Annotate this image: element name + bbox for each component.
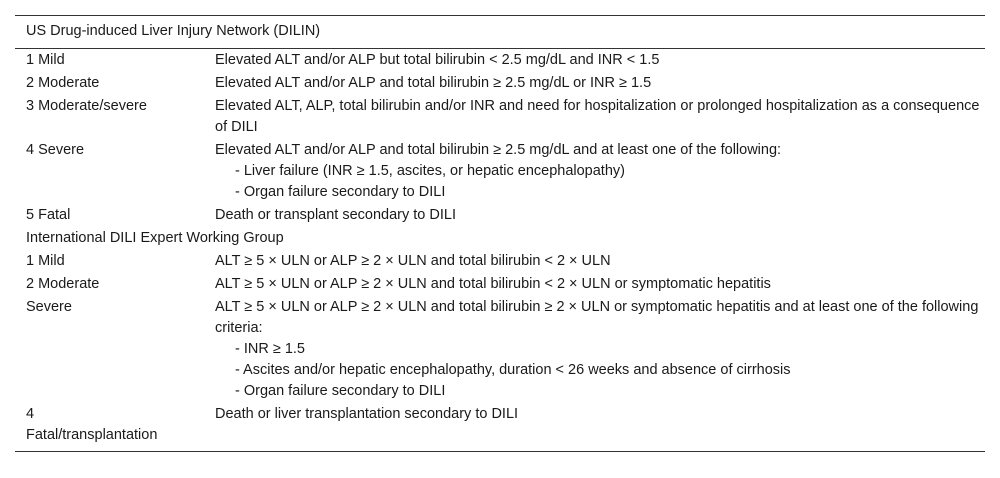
section-row xyxy=(15,227,985,250)
description-text: ALT ≥ 5 × ULN or ALP ≥ 2 × ULN and total bilirubin ≥ 2 × ULN or symptomatic hepatitis and at least one of the following criteria: xyxy=(215,299,979,336)
dilin-section-title: US Drug-induced Liver Injury Network (DILIN) xyxy=(15,16,985,49)
table-row xyxy=(15,296,985,403)
grade-cell xyxy=(15,403,204,452)
grade-cell: 3 Moderate/severe xyxy=(26,98,147,114)
dili-severity-table xyxy=(15,15,985,452)
table-row xyxy=(15,403,985,452)
description-cell xyxy=(204,296,985,403)
grade-cell: 5 Fatal xyxy=(26,207,71,223)
sub-criterion: - Organ failure secondary to DILI xyxy=(235,184,446,200)
grade-cell: 1 Mild xyxy=(26,52,65,68)
description-cell: Elevated ALT, ALP, total bilirubin and/or INR and need for hospitalization or prolonged hospitalization as a consequence of DILI xyxy=(215,98,980,135)
table-header-row xyxy=(15,16,985,49)
description-cell: ALT ≥ 5 × ULN or ALP ≥ 2 × ULN and total bilirubin < 2 × ULN or symptomatic hepatitis xyxy=(215,276,771,292)
grade-cell: 2 Moderate xyxy=(26,75,100,91)
dili-severity-table-container xyxy=(15,15,985,452)
grade-cell: 2 Moderate xyxy=(26,276,100,292)
grade-cell: 1 Mild xyxy=(26,253,65,269)
table-row xyxy=(15,95,985,139)
sub-criterion: - Liver failure (INR ≥ 1.5, ascites, or hepatic encephalopathy) xyxy=(235,163,625,179)
table-row xyxy=(15,204,985,227)
grade-line: Fatal/transplantation xyxy=(26,427,158,443)
description-cell: Elevated ALT and/or ALP but total bilirubin < 2.5 mg/dL and INR < 1.5 xyxy=(215,52,660,68)
table-row xyxy=(15,250,985,273)
table-row xyxy=(15,273,985,296)
table-row xyxy=(15,139,985,204)
description-cell: Death or transplant secondary to DILI xyxy=(215,207,456,223)
sub-criterion: - INR ≥ 1.5 xyxy=(235,341,306,357)
table-row xyxy=(15,49,985,73)
description-cell: Death or liver transplantation secondary to DILI xyxy=(204,403,985,452)
iwg-section-title: International DILI Expert Working Group xyxy=(26,230,284,246)
sub-criterion: - Organ failure secondary to DILI xyxy=(235,383,446,399)
description-cell: ALT ≥ 5 × ULN or ALP ≥ 2 × ULN and total bilirubin < 2 × ULN xyxy=(215,253,611,269)
table-row xyxy=(15,72,985,95)
grade-cell: 4 Severe xyxy=(26,142,85,158)
grade-line: 4 xyxy=(26,406,35,422)
description-cell: Elevated ALT and/or ALP and total bilirubin ≥ 2.5 mg/dL or INR ≥ 1.5 xyxy=(215,75,652,91)
description-text: Elevated ALT and/or ALP and total bilirubin ≥ 2.5 mg/dL and at least one of the following: xyxy=(215,142,782,158)
sub-criterion: - Ascites and/or hepatic encephalopathy, duration < 26 weeks and absence of cirrhosis xyxy=(235,362,791,378)
description-cell xyxy=(204,139,985,204)
grade-cell: Severe xyxy=(26,299,72,315)
